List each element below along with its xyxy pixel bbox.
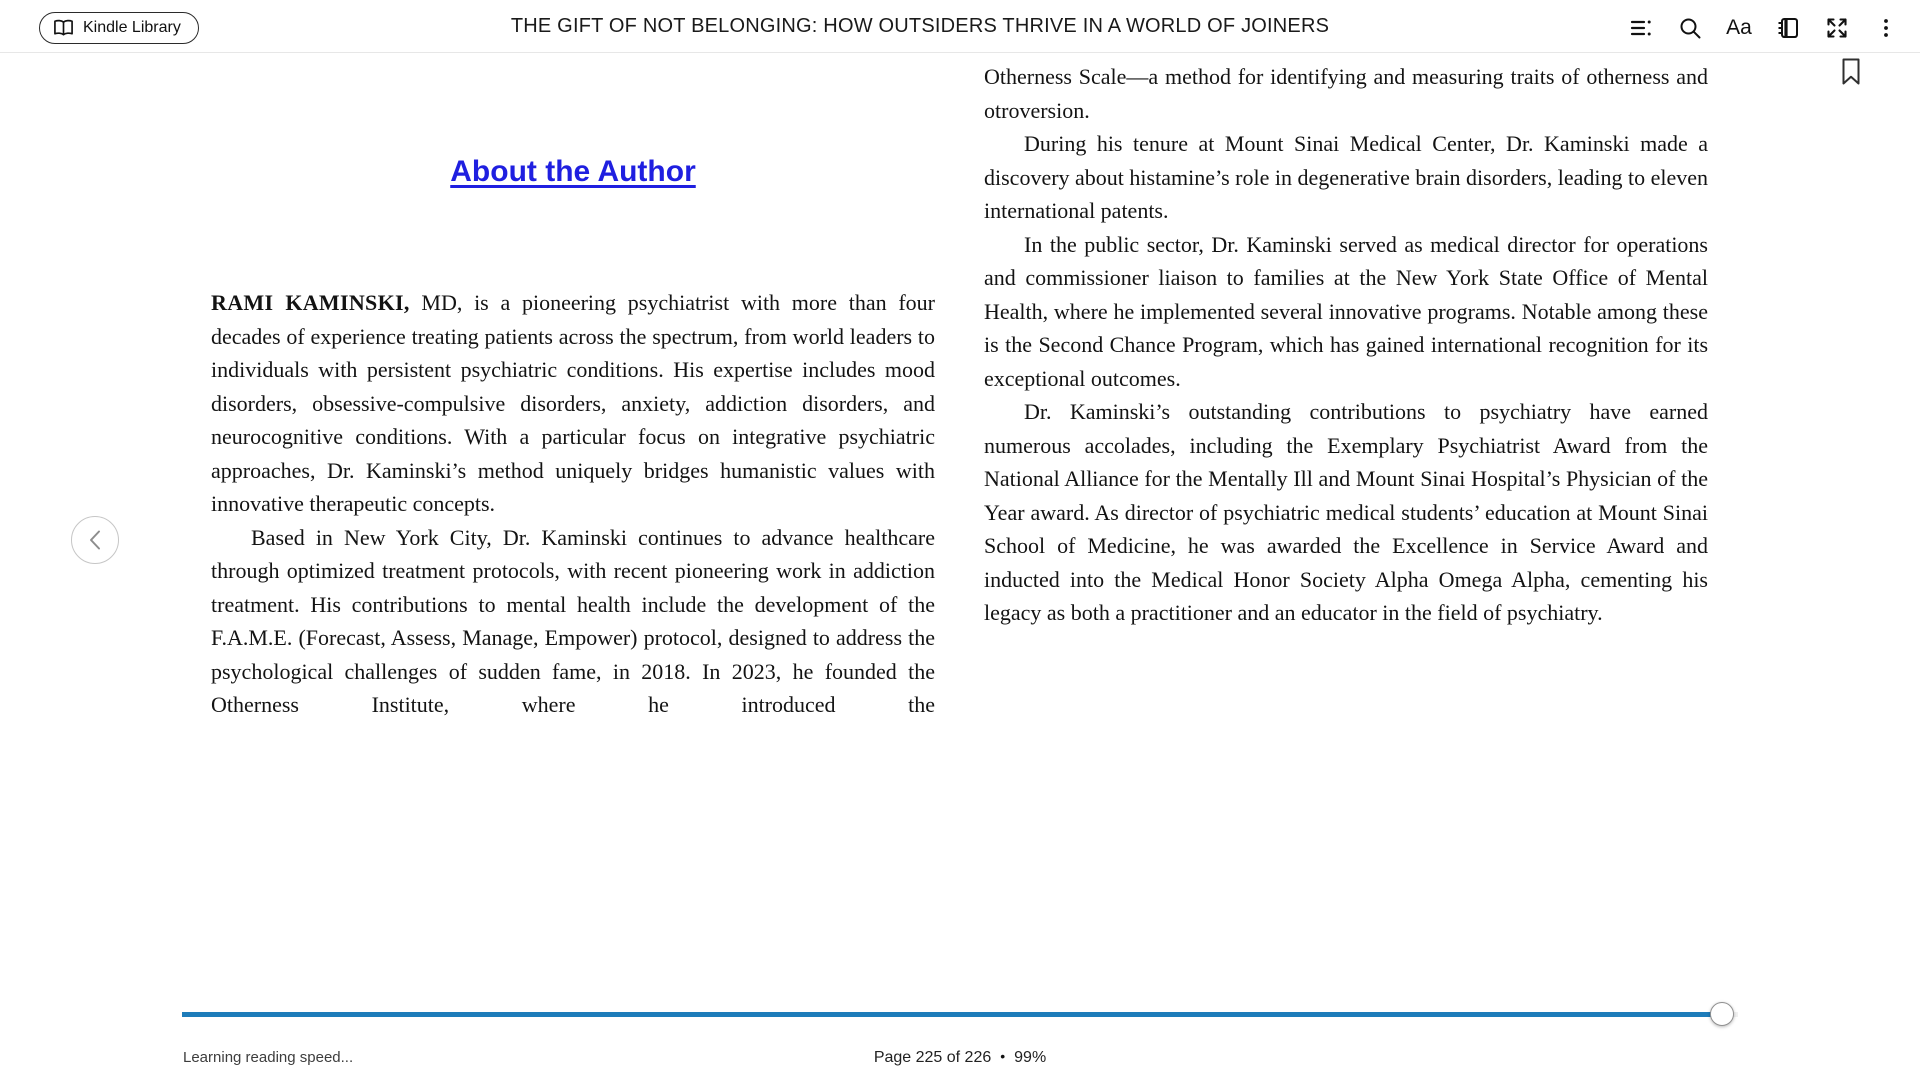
page-number-label: Page 225 of 226: [873, 1049, 992, 1066]
body-paragraph: [211, 286, 935, 521]
body-paragraph: Based in New York City, Dr. Kaminski continues to advance healthcare through optimized treatment protocols, with recent pioneering work in addiction treatment. His contributions to mental health include the development of the F.A.M.E. (Forecast, Assess, Manage, Empower) protocol, designed to address the psychological challenges of sudden fame, in 2018. In 2023, he founded the Otherness Institute, where he introduced the: [211, 524, 935, 717]
previous-page-button[interactable]: [71, 516, 119, 564]
toc-icon[interactable]: [1628, 15, 1654, 41]
top-bar: [0, 0, 1920, 53]
more-options-icon[interactable]: [1873, 15, 1899, 41]
progress-fill: [182, 1012, 1722, 1017]
top-bar-actions: [1628, 0, 1899, 56]
right-page-column: [984, 60, 1708, 630]
font-settings-button[interactable]: [1726, 15, 1752, 41]
progress-handle[interactable]: [1710, 1002, 1734, 1026]
reading-speed-status: Learning reading speed...: [183, 1049, 354, 1066]
kindle-library-label: Kindle Library: [83, 19, 181, 36]
body-paragraph: Dr. Kaminski’s outstanding contributions to psychiatry have earned numerous accolades, including the Exemplary Psychiatrist Award from the National Alliance for the Mentally Ill and Mount Sinai Hospital’s Physician of the Year award. As director of psychiatric medical students’ education at Mount Sinai School of Medicine, he was awarded the Excellence in Service Award and inducted into the Medical Honor Society Alpha Omega Alpha, cementing his legacy as both a practitioner and an educator in the field of psychiatry.: [984, 399, 1708, 625]
chevron-left-icon: [88, 529, 102, 551]
bookmark-icon[interactable]: [1841, 58, 1861, 86]
reading-layout-icon[interactable]: [1775, 15, 1801, 41]
kindle-library-button[interactable]: [39, 12, 199, 44]
search-icon[interactable]: [1677, 15, 1703, 41]
separator-dot: •: [1000, 1048, 1006, 1064]
progress-slider[interactable]: [182, 1012, 1738, 1017]
font-settings-label: Aa: [1726, 16, 1752, 39]
body-paragraph: In the public sector, Dr. Kaminski served as medical director for operations and commissioner liaison to families at the New York State Office of Mental Health, where he implemented several innovative programs. Notable among these is the Second Chance Program, which has gained international recognition for its exceptional outcomes.: [984, 231, 1708, 391]
body-paragraph: During his tenure at Mount Sinai Medical Center, Dr. Kaminski made a discovery about histamine’s role in degenerative brain disorders, leading to eleven international patents.: [984, 131, 1708, 223]
paragraph-text: MD, is a pioneering psychiatrist with more than four decades of experience treating patients across the spectrum, from world leaders to individuals with persistent psychiatric conditions. His expertise includes mood disorders, obsessive-compulsive disorders, anxiety, addiction disorders, and neurocognitive conditions. With a particular focus on integrative psychiatric approaches, Dr. Kaminski’s method uniquely bridges humanistic values with innovative therapeutic concepts.: [211, 290, 935, 516]
page-info: [0, 1048, 1920, 1067]
fullscreen-icon[interactable]: [1824, 15, 1850, 41]
about-the-author-heading[interactable]: About the Author: [450, 155, 696, 188]
body-paragraph: Otherness Scale—a method for identifying and measuring traits of otherness and otroversion.: [984, 64, 1708, 123]
book-title: THE GIFT OF NOT BELONGING: HOW OUTSIDERS THRIVE IN A WORLD OF JOINERS: [510, 14, 1330, 37]
left-page-column: [211, 153, 935, 722]
percent-read-label: 99%: [1014, 1049, 1047, 1066]
author-name-lead: RAMI KAMINSKI,: [211, 290, 410, 315]
open-book-icon: [53, 19, 74, 37]
